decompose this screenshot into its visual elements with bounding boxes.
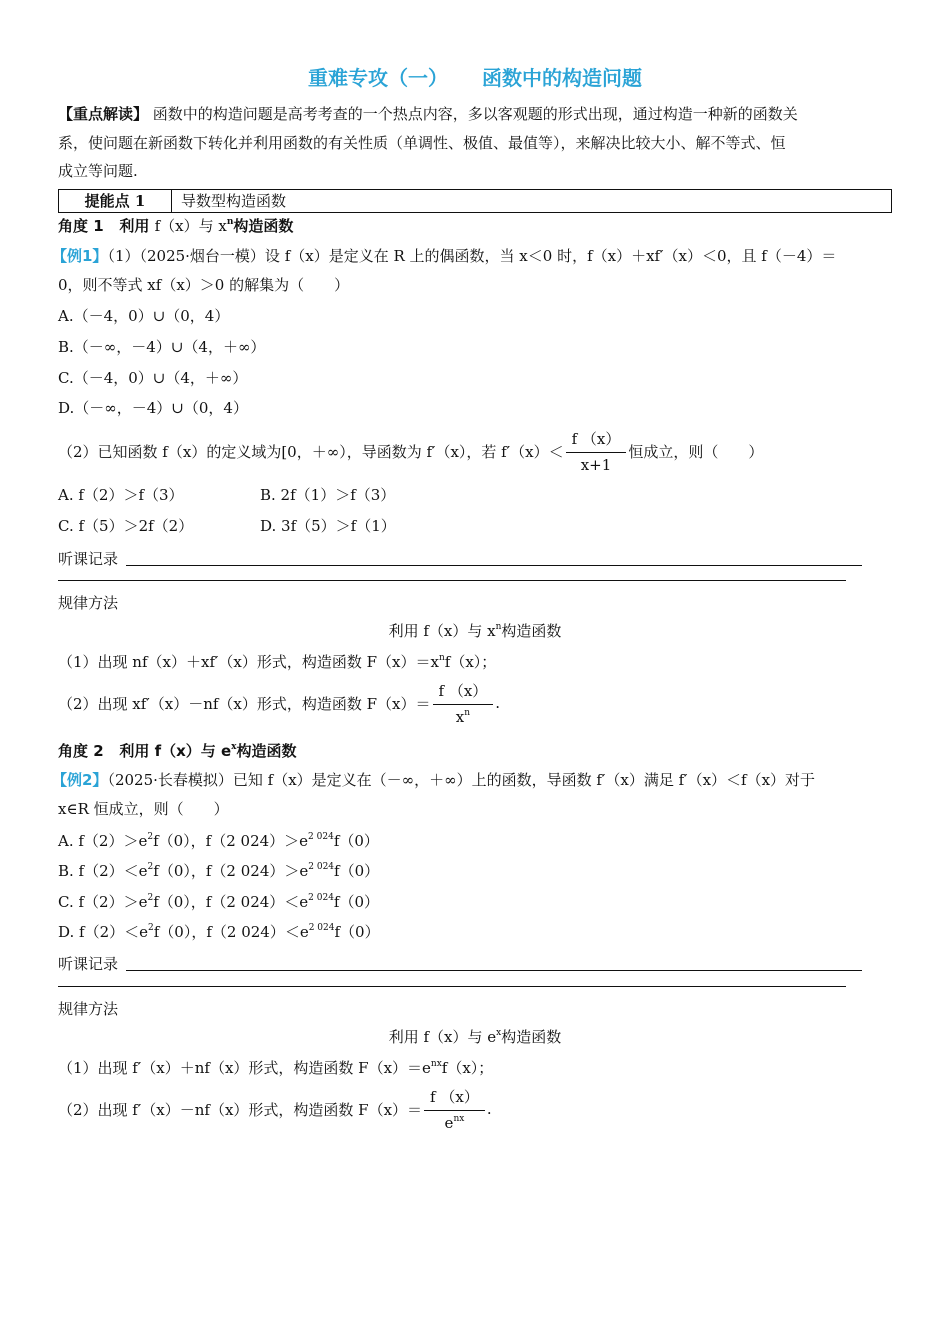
notes-line-1a bbox=[126, 565, 862, 566]
intro-line3: 成立等问题. bbox=[58, 162, 138, 180]
ex1-part2: （2）已知函数 f（x）的定义域为[0，＋∞），导函数为 f′（x），若 f′（x）＜ $\frac{f (x)}{x+1}$ 恒成立，则（ ） bbox=[58, 430, 764, 474]
ex2-option-c: C. $f(2)>e^2f(0)$，f（2 $024)<e^{2 024}f(0)$ bbox=[58, 893, 380, 911]
method2-rule2: （2）出现 f′（x）－nf（x）形式，构造函数 F（x）＝ $\frac{f (x)}{e^{nx}}$ . bbox=[58, 1088, 492, 1132]
page-title bbox=[0, 62, 950, 91]
method2-heading: 利用 f（x）与 $e^x$构造函数 bbox=[388, 1028, 562, 1046]
ex1-option-d: D.（－∞，－4）∪（0，4） bbox=[58, 399, 248, 417]
method2-fraction: $\frac{f (x)}{e^{nx}}$ bbox=[424, 1086, 485, 1132]
ex1-line1: 【例1】（1）（2025·烟台一模）设 f（x）是定义在 R 上的偶函数，当 x＜0 时，f（x）＋xf′（x）＜0，且 f（－4）＝ bbox=[52, 247, 837, 265]
intro-line1: 【重点解读】 函数中的构造问题是高考考查的一个热点内容，多以客观题的形式出现，通过构造一种新的函数关 bbox=[58, 105, 798, 123]
ex2-option-a: A. $f(2)>e^2f(0)$，f（2 $024)>e^{2 024}f(0)$ bbox=[58, 832, 379, 850]
title-part2: 函数中的构造问题 bbox=[482, 66, 642, 90]
ex2-option-d: D. $f(2)<e^2f(0)$，f（2 $024)<e^{2 024}f(0)$ bbox=[58, 923, 380, 941]
ex1-tag: 【例1】 bbox=[52, 247, 108, 265]
intro-label: 【重点解读】 bbox=[58, 105, 149, 123]
ex1-q2-option-c: C. f（5）＞2f（2） bbox=[58, 517, 194, 535]
section-title: 导数型构造函数 bbox=[181, 192, 287, 210]
method2-rule1: （1）出现 f′（x）＋nf（x）形式，构造函数 $F(x)=e^{nx}f(x)$； bbox=[58, 1059, 494, 1077]
method-label-2: 规律方法 bbox=[58, 1000, 119, 1018]
ex1-q2-option-a: A. f（2）＞f（3） bbox=[58, 486, 184, 504]
angle2-heading: 角度 2 利用 f（x）与 $e^x$构造函数 bbox=[58, 742, 297, 760]
ex1-option-c: C.（－4，0）∪（4，＋∞） bbox=[58, 369, 248, 387]
ex1-option-b: B.（－∞，－4）∪（4，＋∞） bbox=[58, 338, 266, 356]
ex2-line2: x∈R 恒成立，则（ ） bbox=[58, 800, 229, 818]
section-label: 提能点 1 bbox=[59, 190, 172, 212]
method-label-1: 规律方法 bbox=[58, 594, 119, 612]
section-box bbox=[58, 189, 892, 213]
method1-fraction: $\frac{f (x)}{x^n}$ bbox=[433, 680, 494, 726]
notes-line-1b bbox=[58, 580, 846, 581]
method1-heading: 利用 f（x）与 $x^n$构造函数 bbox=[388, 622, 562, 640]
notes-label-2: 听课记录 bbox=[58, 955, 119, 973]
method1-rule2: （2）出现 xf′（x）－nf（x）形式，构造函数 F（x）＝ $\frac{f (x)}{x^n}$ . bbox=[58, 682, 501, 726]
notes-line-2b bbox=[58, 986, 846, 987]
ex1-fraction: $\frac{f (x)}{x+1}$ bbox=[566, 428, 627, 474]
intro-line2: 系，使问题在新函数下转化并利用函数的有关性质（单调性、极值、最值等），来解决比较大小、解不等式、恒 bbox=[58, 134, 786, 152]
ex1-option-a: A.（－4，0）∪（0，4） bbox=[58, 307, 230, 325]
method1-rule1: （1）出现 nf（x）＋xf′（x）形式，构造函数 $F(x)=x^nf(x)$； bbox=[58, 653, 497, 671]
ex2-tag: 【例2】 bbox=[52, 771, 108, 789]
notes-line-2a bbox=[126, 970, 862, 971]
angle1-heading: 角度 1 利用 f（x）与 $x^n$构造函数 bbox=[58, 217, 294, 235]
title-part1: 重难专攻（一） bbox=[308, 66, 448, 90]
ex1-q2-option-b: B. 2f（1）＞f（3） bbox=[260, 486, 396, 504]
ex2-option-b: B. $f(2)<e^2f(0)$，f（2 $024)>e^{2 024}f(0)$ bbox=[58, 862, 380, 880]
ex1-line2: 0，则不等式 xf（x）＞0 的解集为（ ） bbox=[58, 276, 350, 294]
ex2-line1: 【例2】（2025·长春模拟）已知 f（x）是定义在（－∞，＋∞）上的函数，导函数 f′（x）满足 f′（x）＜f（x）对于 bbox=[52, 771, 816, 789]
notes-label-1: 听课记录 bbox=[58, 550, 119, 568]
ex1-q2-option-d: D. 3f（5）＞f（1） bbox=[260, 517, 396, 535]
